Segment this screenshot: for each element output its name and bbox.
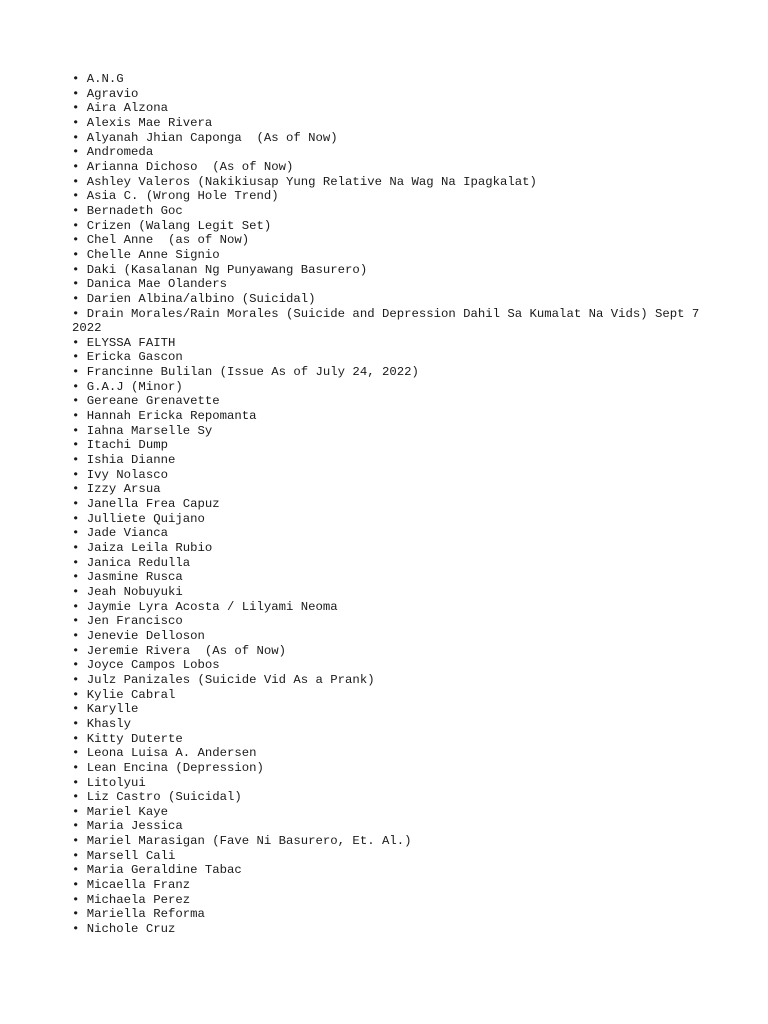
list-item-text: Joyce Campos Lobos [86, 658, 220, 673]
bullet-icon: • [72, 482, 80, 497]
list-item-text: Drain Morales/Rain Morales (Suicide and Depression Dahil Sa Kumalat Na Vids) Sept 7 2022 [72, 306, 707, 336]
bullet-icon: • [72, 790, 80, 805]
bullet-icon: • [72, 277, 80, 292]
list-item [72, 761, 702, 776]
list-item-text: Daki (Kasalanan Ng Punyawang Basurero) [86, 262, 368, 277]
list-item-text: Janella Frea Capuz [86, 497, 220, 512]
list-item [72, 717, 702, 732]
list-item [72, 907, 702, 922]
bullet-icon: • [72, 716, 80, 731]
list-item [72, 834, 702, 849]
list-item [72, 189, 702, 204]
bullet-icon: • [72, 101, 80, 116]
list-item [72, 336, 702, 351]
list-item-text: Micaella Franz [86, 878, 191, 893]
list-item [72, 702, 702, 717]
list-item [72, 145, 702, 160]
list-item-text: Jasmine Rusca [86, 570, 183, 585]
list-item [72, 556, 702, 571]
list-item [72, 468, 702, 483]
list-item [72, 732, 702, 747]
bullet-icon: • [72, 541, 80, 555]
bullet-icon: • [72, 878, 80, 893]
list-item [72, 922, 702, 937]
bullet-icon: • [72, 584, 80, 599]
bullet-icon: • [72, 115, 80, 130]
bullet-icon: • [72, 174, 80, 189]
list-item [72, 438, 702, 453]
bullet-icon: • [72, 497, 80, 512]
bullet-icon: • [72, 643, 80, 658]
list-item-text: Mariella Reforma [86, 907, 205, 922]
bullet-icon: • [72, 760, 80, 775]
list-item-text: Janica Redulla [86, 555, 191, 570]
bullet-icon: • [72, 350, 80, 365]
bullet-icon: • [72, 409, 80, 424]
list-item-text: Hannah Ericka Repomanta [86, 409, 257, 424]
list-item-text: Aira Alzona [86, 101, 168, 116]
list-item-text: Chel Anne (as of Now) [86, 233, 250, 248]
list-item-text: Bernadeth Goc [86, 203, 183, 218]
bullet-icon: • [72, 511, 80, 526]
list-item-text: Khasly [86, 716, 132, 731]
list-item-text: Marsell Cali [86, 848, 176, 863]
list-item-text: ELYSSA FAITH [86, 335, 176, 350]
list-item-text: Mariel Marasigan (Fave Ni Basurero, Et. Al.) [86, 834, 412, 849]
list-item [72, 424, 702, 439]
bullet-icon: • [72, 555, 80, 570]
bullet-icon: • [72, 570, 80, 585]
list-item-text: Darien Albina/albino (Suicidal) [86, 291, 316, 306]
list-item-text: Jen Francisco [86, 614, 183, 629]
list-item-text: Ericka Gascon [86, 350, 183, 365]
list-item [72, 263, 702, 278]
bullet-icon: • [72, 922, 80, 937]
bullet-icon: • [72, 247, 80, 262]
bullet-icon: • [72, 291, 80, 306]
list-item [72, 570, 702, 585]
list-item-text: Mariel Kaye [86, 804, 168, 819]
list-item [72, 87, 702, 102]
bullet-icon: • [72, 672, 80, 687]
bullet-icon: • [72, 203, 80, 218]
bullet-icon: • [72, 145, 80, 160]
bullet-icon: • [72, 394, 80, 409]
list-item-text: A.N.G [86, 72, 124, 86]
bullet-icon: • [72, 848, 80, 863]
list-item-text: Asia C. (Wrong Hole Trend) [86, 189, 279, 204]
bullet-icon: • [72, 72, 80, 86]
list-item [72, 131, 702, 146]
list-item-text: G.A.J (Minor) [86, 379, 183, 394]
list-item [72, 746, 702, 761]
list-item [72, 673, 702, 688]
list-item [72, 658, 702, 673]
bullet-icon: • [72, 130, 80, 145]
list-item [72, 160, 702, 175]
bullet-icon: • [72, 189, 80, 204]
list-item [72, 394, 702, 409]
list-item-text: Agravio [86, 86, 139, 101]
bullet-icon: • [72, 233, 80, 248]
list-item [72, 893, 702, 908]
bullet-icon: • [72, 306, 80, 321]
list-item [72, 175, 702, 190]
list-item [72, 380, 702, 395]
list-item [72, 776, 702, 791]
bullet-icon: • [72, 746, 80, 761]
list-item [72, 878, 702, 893]
bullet-icon: • [72, 526, 80, 541]
bullet-icon: • [72, 467, 80, 482]
list-item [72, 409, 702, 424]
list-item-text: Michaela Perez [86, 892, 191, 907]
list-item-text: Itachi Dump [86, 438, 168, 453]
bullet-icon: • [72, 365, 80, 380]
list-item [72, 614, 702, 629]
list-item [72, 512, 702, 527]
list-item [72, 629, 702, 644]
list-item-text: Leona Luisa A. Andersen [86, 746, 257, 761]
list-item [72, 116, 702, 131]
list-item-text: Maria Jessica [86, 819, 183, 834]
list-item-text: Kylie Cabral [86, 687, 176, 702]
list-item-text: Crizen (Walang Legit Set) [86, 218, 272, 233]
bullet-icon: • [72, 628, 80, 643]
document-page [72, 72, 707, 937]
bullet-icon: • [72, 892, 80, 907]
list-item [72, 101, 702, 116]
list-item [72, 526, 702, 541]
list-item [72, 849, 702, 864]
list-item-text: Jeremie Rivera (As of Now) [86, 643, 287, 658]
list-item-text: Alyanah Jhian Caponga (As of Now) [86, 130, 338, 145]
bullet-icon: • [72, 614, 80, 629]
list-item-text: Nichole Cruz [86, 922, 176, 937]
list-item-text: Lean Encina (Depression) [86, 760, 264, 775]
list-item-text: Chelle Anne Signio [86, 247, 220, 262]
bullet-icon: • [72, 86, 80, 101]
list-item-text: Liz Castro (Suicidal) [86, 790, 242, 805]
list-item [72, 600, 702, 615]
bullet-icon: • [72, 687, 80, 702]
list-item-text: Jenevie Delloson [86, 628, 205, 643]
list-item [72, 453, 702, 468]
name-list [72, 72, 707, 937]
list-item [72, 233, 702, 248]
list-item [72, 248, 702, 263]
bullet-icon: • [72, 658, 80, 673]
list-item [72, 863, 702, 878]
list-item-text: Karylle [86, 702, 139, 717]
list-item [72, 350, 702, 365]
bullet-icon: • [72, 804, 80, 819]
list-item [72, 219, 702, 234]
bullet-icon: • [72, 819, 80, 834]
list-item [72, 819, 702, 834]
bullet-icon: • [72, 907, 80, 922]
list-item [72, 292, 702, 307]
bullet-icon: • [72, 731, 80, 746]
bullet-icon: • [72, 262, 80, 277]
list-item-text: Danica Mae Olanders [86, 277, 227, 292]
list-item-text: Julliete Quijano [86, 511, 205, 526]
list-item-text: Francinne Bulilan (Issue As of July 24, 2022) [86, 365, 419, 380]
list-item-text: Ishia Dianne [86, 453, 176, 468]
bullet-icon: • [72, 423, 80, 438]
bullet-icon: • [72, 863, 80, 878]
bullet-icon: • [72, 159, 80, 174]
bullet-icon: • [72, 335, 80, 350]
list-item-text: Julz Panizales (Suicide Vid As a Prank) [86, 672, 375, 687]
list-item-text: Kitty Duterte [86, 731, 183, 746]
bullet-icon: • [72, 438, 80, 453]
list-item-text: Alexis Mae Rivera [86, 115, 213, 130]
list-item-text: Iahna Marselle Sy [86, 423, 213, 438]
bullet-icon: • [72, 218, 80, 233]
list-item [72, 306, 707, 336]
list-item-text: Maria Geraldine Tabac [86, 863, 242, 878]
list-item [72, 790, 702, 805]
list-item [72, 497, 702, 512]
list-item [72, 585, 702, 600]
list-item [72, 482, 702, 497]
list-item [72, 365, 702, 380]
list-item-text: Ivy Nolasco [86, 467, 168, 482]
bullet-icon: • [72, 453, 80, 468]
list-item-text: Arianna Dichoso (As of Now) [86, 159, 294, 174]
list-item [72, 688, 702, 703]
list-item-text: Jaymie Lyra Acosta / Lilyami Neoma [86, 599, 338, 614]
bullet-icon: • [72, 379, 80, 394]
list-item-text: Izzy Arsua [86, 482, 161, 497]
list-item [72, 277, 702, 292]
list-item-text: Jeah Nobuyuki [86, 584, 183, 599]
list-item-text: Jade Vianca [86, 526, 168, 541]
list-item [72, 72, 702, 87]
list-item [72, 541, 702, 556]
list-item [72, 805, 702, 820]
bullet-icon: • [72, 599, 80, 614]
list-item-text: Gereane Grenavette [86, 394, 220, 409]
list-item [72, 644, 702, 659]
list-item-text: Ashley Valeros (Nakikiusap Yung Relative Na Wag Na Ipagkalat) [86, 174, 537, 189]
bullet-icon: • [72, 834, 80, 849]
bullet-icon: • [72, 775, 80, 790]
bullet-icon: • [72, 702, 80, 717]
list-item-text: Litolyui [86, 775, 146, 790]
list-item-text: Andromeda [86, 145, 154, 160]
list-item [72, 204, 702, 219]
list-item-text: Jaiza Leila Rubio [86, 541, 213, 555]
